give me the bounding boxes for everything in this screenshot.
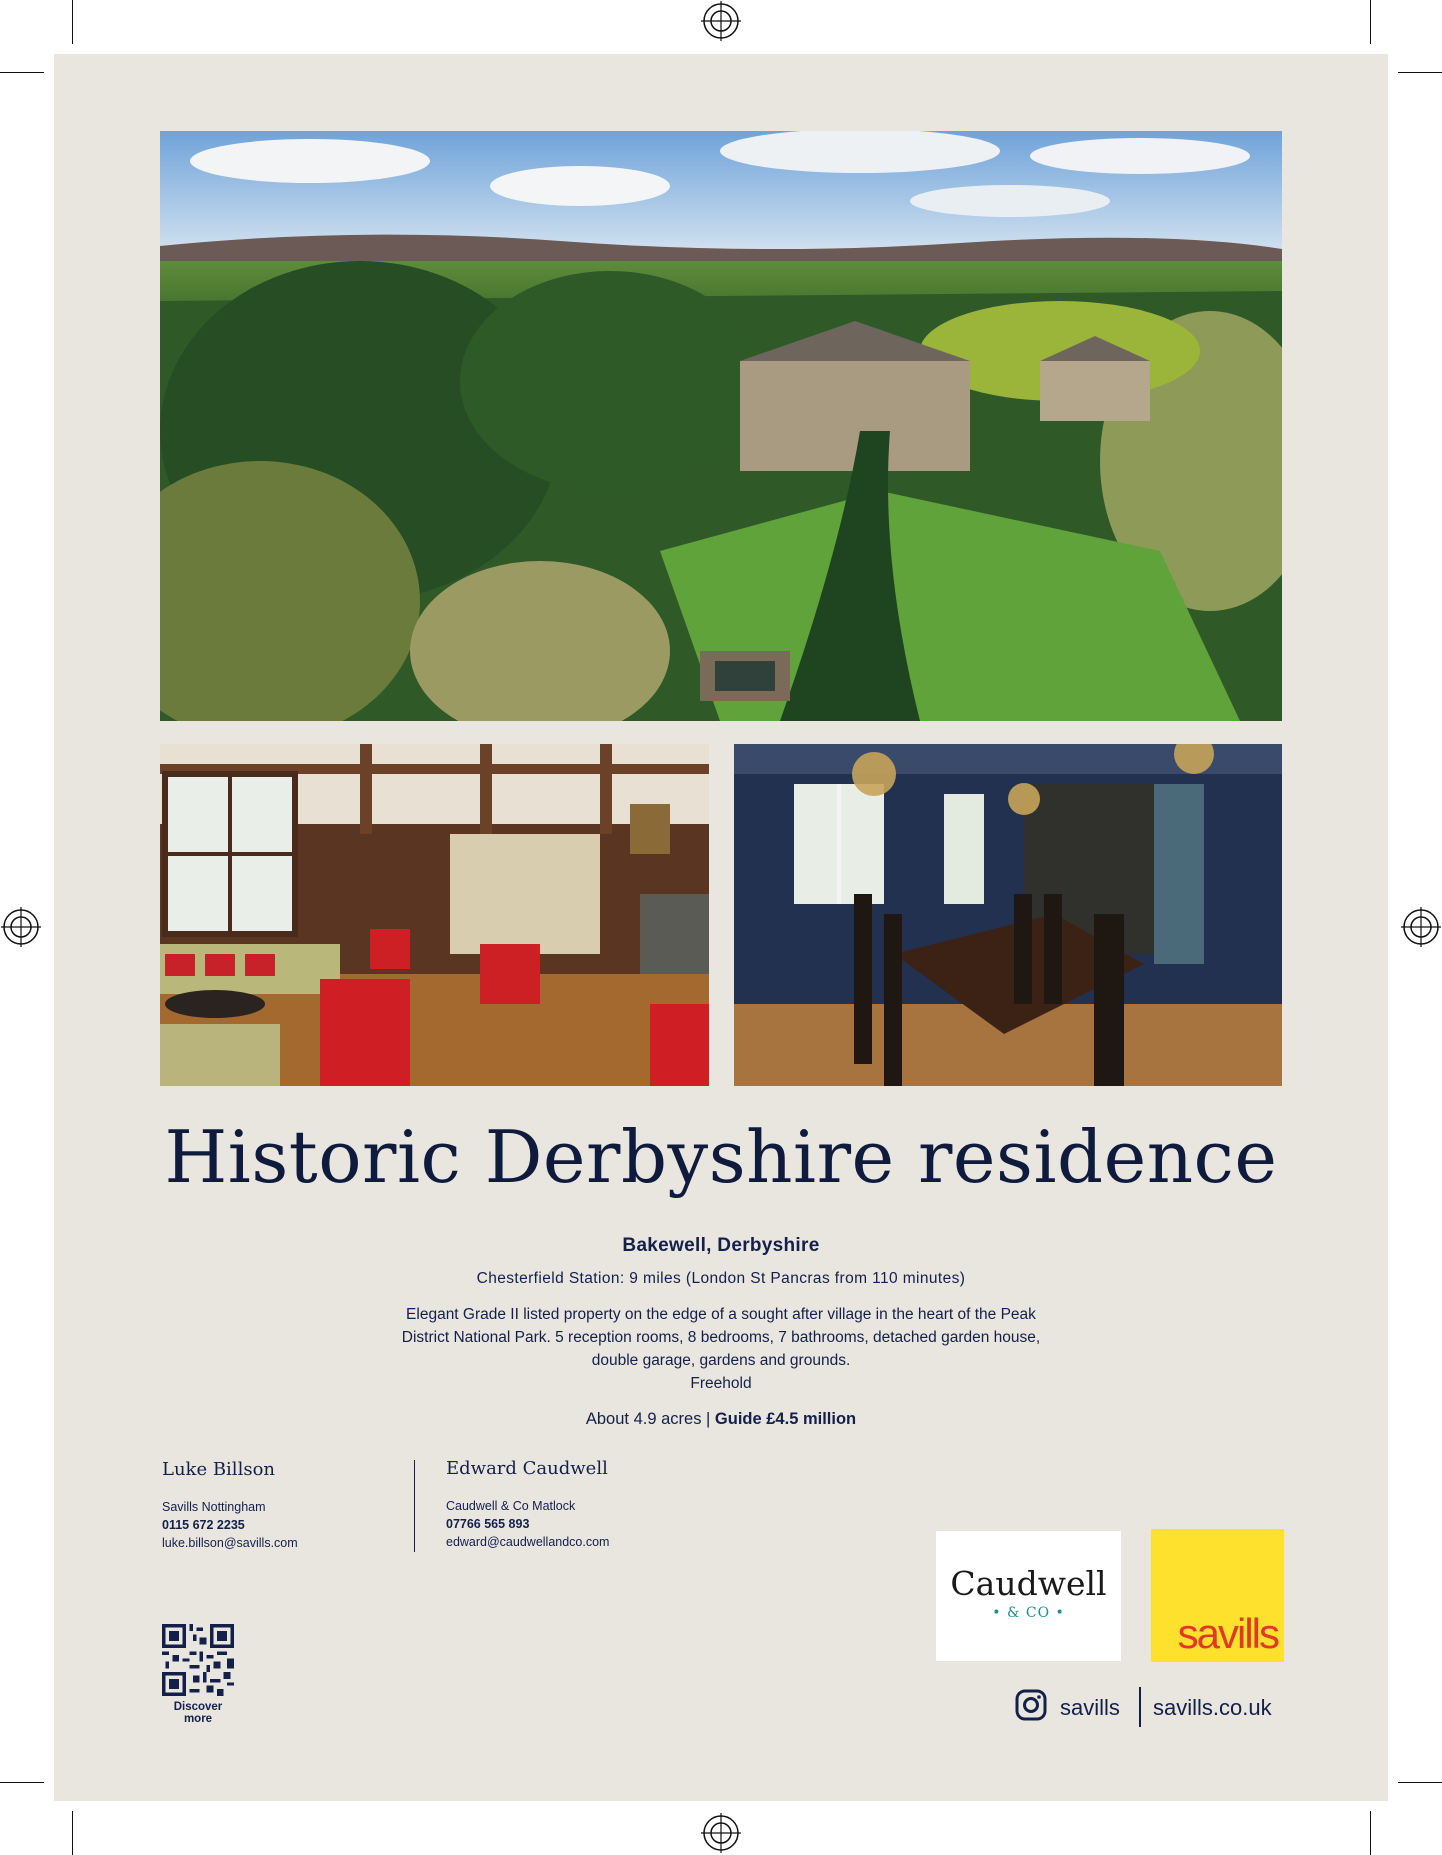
agent-phone[interactable]: 07766 565 893 bbox=[446, 1517, 530, 1531]
agent-office: Savills Nottingham bbox=[162, 1500, 266, 1514]
description-line: District National Park. 5 reception rooms, 8 bedrooms, 7 bathrooms, detached garden house, bbox=[401, 1329, 1041, 1346]
agent-contact bbox=[162, 1459, 298, 1552]
aerial-estate-photo bbox=[160, 131, 1282, 721]
website-link[interactable]: savills.co.uk bbox=[1153, 1695, 1272, 1720]
instagram-handle[interactable]: savills bbox=[1060, 1695, 1120, 1720]
qr-label-line: Discover bbox=[173, 1701, 223, 1713]
crop-mark bbox=[0, 1782, 44, 1783]
description-line: double garage, gardens and grounds. bbox=[591, 1352, 851, 1369]
agent-office: Caudwell & Co Matlock bbox=[446, 1499, 576, 1513]
caudwell-logo-main: Caudwell bbox=[950, 1564, 1107, 1603]
divider bbox=[1139, 1687, 1141, 1727]
registration-mark-icon bbox=[1401, 907, 1441, 947]
dining-room-photo bbox=[734, 744, 1282, 1086]
caudwell-logo-sub: • & CO • bbox=[992, 1605, 1065, 1621]
crop-mark bbox=[72, 0, 73, 44]
savills-logo bbox=[1151, 1529, 1284, 1662]
qr-label bbox=[156, 1701, 240, 1725]
caudwell-logo bbox=[936, 1531, 1121, 1661]
registration-mark-icon bbox=[701, 1813, 741, 1853]
crop-mark bbox=[1370, 1811, 1371, 1855]
agent-phone[interactable]: 0115 672 2235 bbox=[162, 1518, 245, 1532]
agent-email[interactable]: edward@caudwellandco.com bbox=[446, 1535, 610, 1549]
crop-mark bbox=[1398, 72, 1442, 73]
instagram-icon[interactable] bbox=[1015, 1689, 1047, 1721]
registration-mark-icon bbox=[701, 1, 741, 41]
agent-name: Luke Billson bbox=[162, 1459, 275, 1480]
registration-mark-icon bbox=[1, 907, 41, 947]
qr-code-icon[interactable] bbox=[162, 1624, 234, 1696]
price-line bbox=[0, 1410, 1442, 1429]
acreage: About 4.9 acres | bbox=[585, 1410, 711, 1428]
crop-mark bbox=[1398, 1782, 1442, 1783]
location: Bakewell, Derbyshire bbox=[622, 1235, 820, 1256]
guide-price: Guide £4.5 million bbox=[714, 1410, 857, 1428]
tenure: Freehold bbox=[690, 1375, 752, 1392]
crop-mark bbox=[1370, 0, 1371, 44]
savills-logo-text: savills bbox=[1177, 1610, 1278, 1657]
station-distance: Chesterfield Station: 9 miles (London St Pancras from 110 minutes) bbox=[476, 1270, 966, 1287]
property-description bbox=[0, 1303, 1442, 1395]
description-line: Elegant Grade II listed property on the edge of a sought after village in the heart of the Peak bbox=[406, 1306, 1036, 1323]
crop-mark bbox=[72, 1811, 73, 1855]
qr-label-line: more bbox=[183, 1713, 213, 1725]
agent-name: Edward Caudwell bbox=[446, 1458, 608, 1479]
agent-contact bbox=[446, 1458, 609, 1551]
lounge-interior-photo bbox=[160, 744, 709, 1086]
crop-mark bbox=[0, 72, 44, 73]
agent-email[interactable]: luke.billson@savills.com bbox=[162, 1536, 298, 1550]
page-title: Historic Derbyshire residence bbox=[164, 1115, 1278, 1199]
divider bbox=[414, 1460, 415, 1552]
